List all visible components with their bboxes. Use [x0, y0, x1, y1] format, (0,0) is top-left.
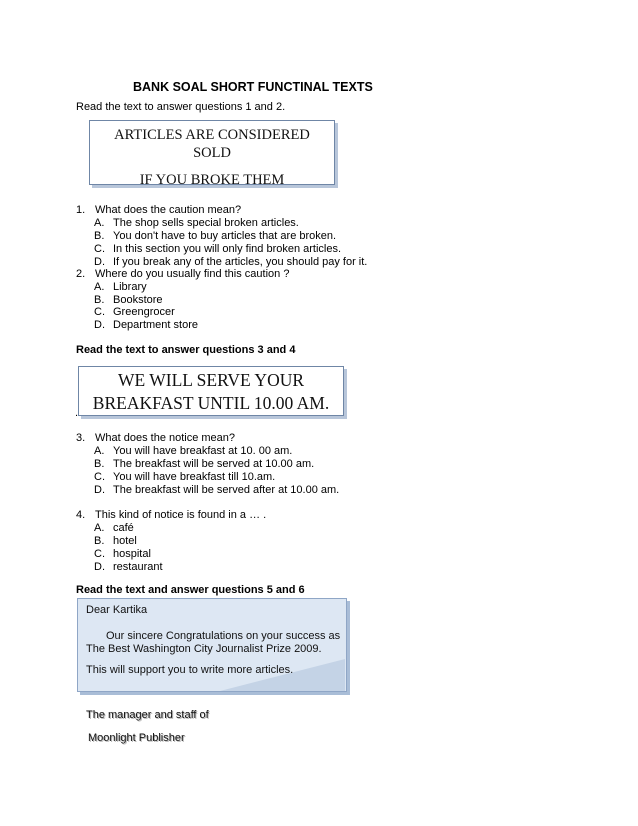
question-number: 1.	[76, 204, 86, 216]
option-text: Greengrocer	[113, 306, 175, 318]
question-text: What does the caution mean?	[95, 204, 242, 216]
option-letter: B.	[94, 230, 105, 242]
instruction-q3-4: Read the text to answer questions 3 and 4	[76, 344, 296, 356]
option	[94, 445, 293, 457]
option-text: If you break any of the articles, you should pay for it.	[113, 256, 368, 268]
stray-dot: .	[75, 407, 79, 419]
option-letter: A.	[94, 281, 105, 293]
option	[94, 243, 342, 255]
option-text: The breakfast will be served at 10.00 am.	[113, 458, 315, 470]
option	[94, 522, 134, 534]
option-letter: C.	[94, 548, 105, 560]
option-letter: D.	[94, 256, 105, 268]
breakfast-notice	[78, 366, 344, 416]
option	[94, 535, 137, 547]
option-text: hospital	[113, 548, 151, 560]
option	[94, 294, 163, 306]
question-4	[76, 509, 267, 521]
option	[94, 281, 147, 293]
option-text: café	[113, 522, 134, 534]
option-letter: A.	[94, 445, 105, 457]
option-letter: C.	[94, 306, 105, 318]
letter-greeting: Dear Kartika	[86, 604, 148, 616]
option-letter: A.	[94, 522, 105, 534]
option-letter: D.	[94, 561, 105, 573]
option-text: You don't have to buy articles that are broken.	[113, 230, 337, 242]
option	[94, 561, 163, 573]
caution-notice	[89, 120, 335, 185]
notice-line: SOLD	[193, 145, 231, 161]
option	[94, 230, 337, 242]
option	[94, 256, 368, 268]
option-text: restaurant	[113, 561, 163, 573]
question-1	[76, 204, 242, 216]
notice-line: BREAKFAST UNTIL 10.00 AM.	[92, 393, 330, 413]
option-letter: B.	[94, 535, 105, 547]
page-title: BANK SOAL SHORT FUNCTINAL TEXTS	[133, 80, 373, 94]
option-letter: C.	[94, 243, 105, 255]
notice-line: IF YOU BROKE THEM	[139, 172, 285, 185]
notice-line: ARTICLES ARE CONSIDERED	[114, 127, 310, 143]
question-text: This kind of notice is found in a … .	[95, 509, 267, 521]
question-text: What does the notice mean?	[95, 432, 236, 444]
option-text: The breakfast will be served after at 10.00 am.	[113, 484, 340, 496]
question-number: 4.	[76, 509, 86, 521]
option-text: Department store	[113, 319, 198, 331]
letter-signature: Moonlight Publisher	[88, 732, 185, 744]
question-number: 3.	[76, 432, 86, 444]
option-text: You will have breakfast at 10. 00 am.	[113, 445, 293, 457]
option-letter: A.	[94, 217, 105, 229]
option-text: hotel	[113, 535, 137, 547]
instruction-q5-6: Read the text and answer questions 5 and 6	[76, 584, 305, 596]
letter-body-line: This will support you to write more articles.	[86, 664, 294, 676]
option-letter: D.	[94, 484, 105, 496]
option-text: You will have breakfast till 10.am.	[113, 471, 276, 483]
option	[94, 319, 198, 331]
option-letter: B.	[94, 458, 105, 470]
letter-closing: The manager and staff of	[86, 709, 209, 721]
instruction-q1-2: Read the text to answer questions 1 and 2.	[76, 101, 286, 113]
option	[94, 484, 340, 496]
option-text: In this section you will only find broken articles.	[113, 243, 342, 255]
option-letter: C.	[94, 471, 105, 483]
option-text: Library	[113, 281, 147, 293]
letter-body-line: The Best Washington City Journalist Prize 2009.	[86, 643, 322, 655]
option-letter: B.	[94, 294, 105, 306]
question-text: Where do you usually find this caution ?	[95, 268, 290, 280]
option-text: Bookstore	[113, 294, 163, 306]
question-3	[76, 432, 236, 444]
notice-line: WE WILL SERVE YOUR	[117, 370, 305, 390]
option	[94, 548, 151, 560]
option	[94, 471, 276, 483]
question-2	[76, 268, 290, 280]
question-number: 2.	[76, 268, 86, 280]
option	[94, 306, 175, 318]
option-letter: D.	[94, 319, 105, 331]
option	[94, 217, 299, 229]
option	[94, 458, 315, 470]
letter-body-line: Our sincere Congratulations on your success as	[106, 630, 341, 642]
option-text: The shop sells special broken articles.	[113, 217, 299, 229]
